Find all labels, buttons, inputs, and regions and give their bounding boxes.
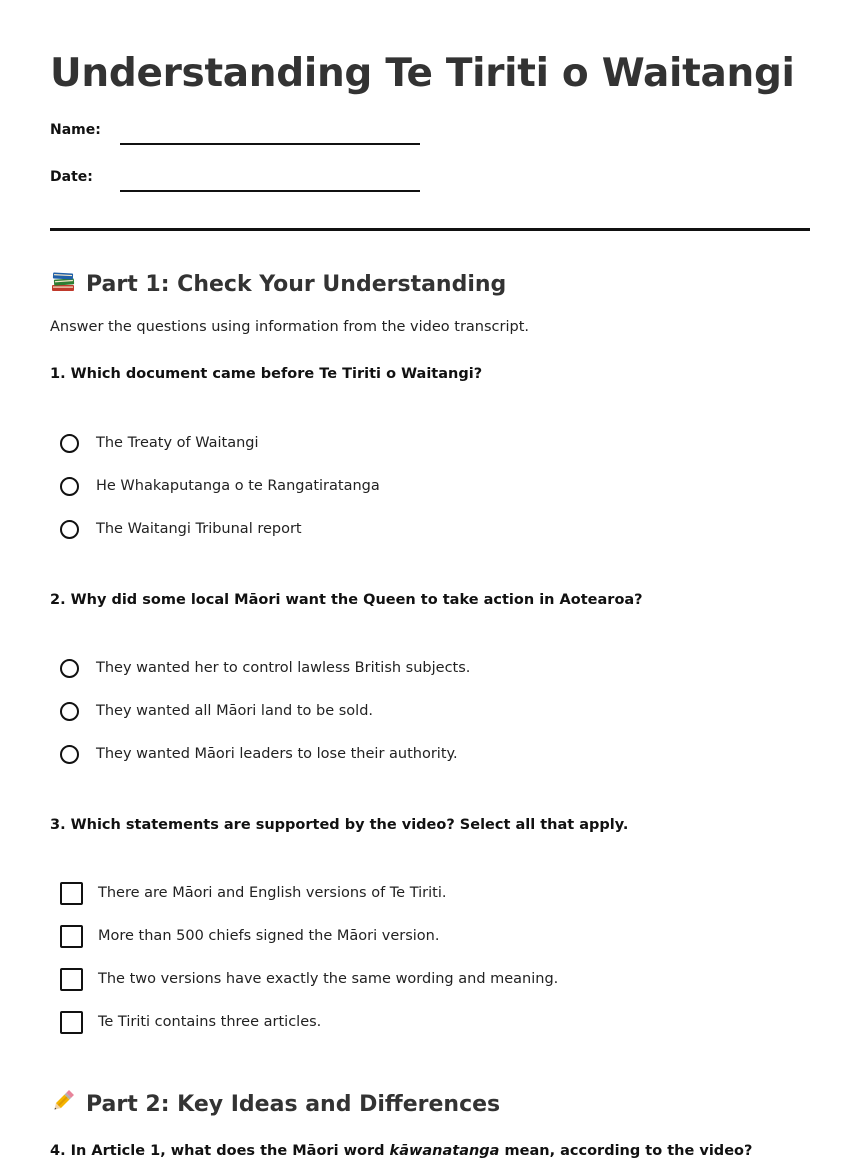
option-label: More than 500 chiefs signed the Māori version. (98, 928, 440, 944)
option-label: The Treaty of Waitangi (96, 435, 259, 451)
question-4-term: kāwanatanga (389, 1143, 500, 1159)
books-icon (50, 268, 76, 302)
option-label: They wanted all Māori land to be sold. (96, 703, 374, 719)
checkbox[interactable] (60, 882, 83, 905)
option-label: They wanted her to control lawless British subjects. (96, 660, 471, 676)
question-1: 1. Which document came before Te Tiriti o Waitangi? (50, 366, 483, 382)
option-label: Te Tiriti contains three articles. (98, 1014, 322, 1030)
date-label: Date: (50, 169, 93, 185)
q3-option-1[interactable] (60, 881, 446, 905)
question-3: 3. Which statements are supported by the video? Select all that apply. (50, 817, 629, 833)
radio-button[interactable] (60, 520, 79, 539)
radio-button[interactable] (60, 659, 79, 678)
name-label: Name: (50, 122, 101, 138)
option-label: He Whakaputanga o te Rangatiratanga (96, 478, 380, 494)
part2-heading-text: Part 2: Key Ideas and Differences (86, 1092, 501, 1117)
q2-option-1[interactable] (60, 656, 470, 680)
option-label: They wanted Māori leaders to lose their authority. (96, 746, 458, 762)
option-label: There are Māori and English versions of Te Tiriti. (98, 885, 447, 901)
q1-option-1[interactable] (60, 431, 259, 455)
page-title: Understanding Te Tiriti o Waitangi (50, 51, 795, 96)
question-4-prefix: 4. In Article 1, what does the Māori word (50, 1143, 390, 1159)
part1-heading (50, 268, 506, 302)
part1-heading-text: Part 1: Check Your Understanding (86, 272, 507, 297)
question-4-suffix: mean, according to the video? (499, 1143, 753, 1159)
part1-instructions: Answer the questions using information from the video transcript. (50, 319, 530, 335)
question-2: 2. Why did some local Māori want the Queen to take action in Aotearoa? (50, 592, 643, 608)
q3-option-3[interactable] (60, 967, 558, 991)
checkbox[interactable] (60, 1011, 83, 1034)
q1-option-2[interactable] (60, 474, 380, 498)
radio-button[interactable] (60, 702, 79, 721)
radio-button[interactable] (60, 477, 79, 496)
checkbox[interactable] (60, 968, 83, 991)
q1-option-3[interactable] (60, 517, 302, 541)
part2-heading (50, 1088, 500, 1122)
q2-option-2[interactable] (60, 699, 373, 723)
date-field[interactable] (120, 190, 420, 192)
radio-button[interactable] (60, 745, 79, 764)
radio-button[interactable] (60, 434, 79, 453)
question-4 (50, 1143, 752, 1159)
option-label: The Waitangi Tribunal report (96, 521, 302, 537)
checkbox[interactable] (60, 925, 83, 948)
name-field[interactable] (120, 143, 420, 145)
pencil-icon (50, 1088, 76, 1122)
option-label: The two versions have exactly the same wording and meaning. (98, 971, 559, 987)
header-divider (50, 228, 810, 231)
q3-option-4[interactable] (60, 1010, 321, 1034)
q3-option-2[interactable] (60, 924, 439, 948)
q2-option-3[interactable] (60, 742, 458, 766)
